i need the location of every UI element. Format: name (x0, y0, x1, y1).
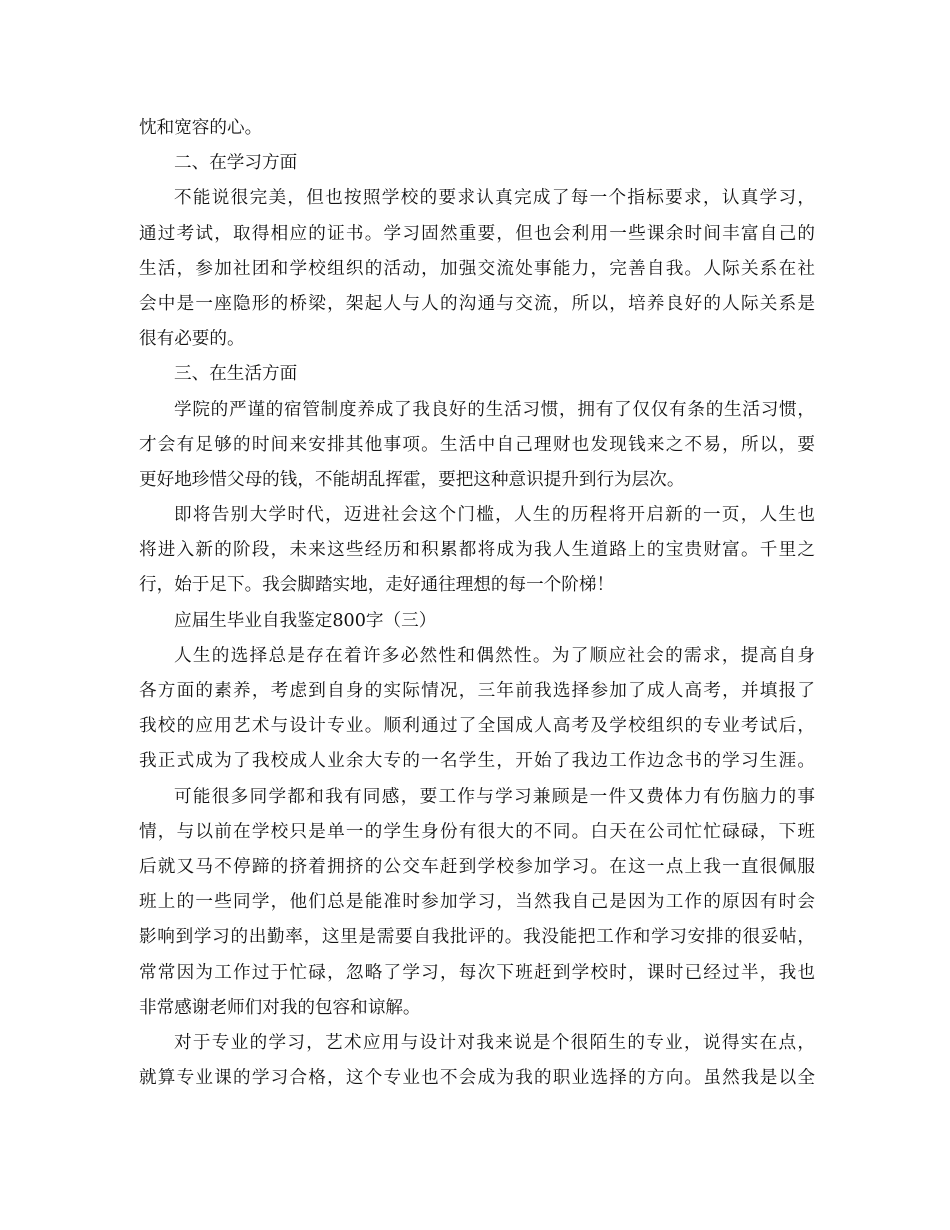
paragraph-line: 才会有足够的时间来安排其他事项。生活中自己理财也发现钱来之不易，所以，要 (139, 434, 815, 455)
paragraph-line: 我正式成为了我校成人业余大专的一名学生，开始了我边工作边念书的学习生涯。 (139, 751, 815, 772)
paragraph-line: 忱和宽容的心。 (139, 118, 263, 138)
paragraph-line: 班上的一些同学，他们总是能准时参加学习，当然我自己是因为工作的原因有时会 (139, 892, 815, 913)
section-heading-life: 三、在生活方面 (174, 364, 298, 385)
section-heading-study: 二、在学习方面 (174, 153, 298, 174)
paragraph-line: 会中是一座隐形的桥梁，架起人与人的沟通与交流，所以，培养良好的人际关系是 (139, 293, 815, 314)
paragraph-line: 人生的选择总是存在着许多必然性和偶然性。为了顺应社会的需求，提高自身 (174, 645, 815, 666)
paragraph-line: 学院的严谨的宿管制度养成了我良好的生活习惯，拥有了仅仅有条的生活习惯， (174, 399, 815, 420)
paragraph-line: 即将告别大学时代，迈进社会这个门槛，人生的历程将开启新的一页，人生也 (174, 505, 815, 526)
paragraph-line: 行，始于足下。我会脚踏实地，走好通往理想的每一个阶梯！ (139, 575, 615, 596)
section-heading-title: 应届生毕业自我鉴定800字（三） (174, 610, 437, 631)
paragraph-line: 对于专业的学习，艺术应用与设计对我来说是个很陌生的专业，说得实在点， (174, 1032, 815, 1053)
paragraph-line: 生活，参加社团和学校组织的活动，加强交流处事能力，完善自我。人际关系在社 (139, 258, 815, 279)
paragraph-line: 常常因为工作过于忙碌，忽略了学习，每次下班赶到学校时，课时已经过半，我也 (139, 962, 815, 983)
paragraph-line: 影响到学习的出勤率，这里是需要自我批评的。我没能把工作和学习安排的很妥帖， (139, 927, 815, 948)
paragraph-line: 可能很多同学都和我有同感，要工作与学习兼顾是一件又费体力有伤脑力的事 (174, 786, 815, 807)
paragraph-line: 我校的应用艺术与设计专业。顺利通过了全国成人高考及学校组织的专业考试后， (139, 716, 815, 737)
document-body (139, 111, 815, 1096)
paragraph-line: 更好地珍惜父母的钱，不能胡乱挥霍，要把这种意识提升到行为层次。 (139, 469, 685, 490)
paragraph-line: 将进入新的阶段，未来这些经历和积累都将成为我人生道路上的宝贵财富。千里之 (139, 540, 815, 561)
paragraph-line: 情，与以前在学校只是单一的学生身份有很大的不同。白天在公司忙忙碌碌，下班 (139, 821, 815, 842)
paragraph-line: 后就又马不停蹄的挤着拥挤的公交车赶到学校参加学习。在这一点上我一直很佩服 (139, 856, 815, 877)
paragraph-line: 各方面的素养，考虑到自身的实际情况，三年前我选择参加了成人高考，并填报了 (139, 681, 815, 701)
paragraph-line: 就算专业课的学习合格，这个专业也不会成为我的职业选择的方向。虽然我是以全 (139, 1068, 815, 1089)
paragraph-line: 不能说很完美，但也按照学校的要求认真完成了每一个指标要求，认真学习， (174, 188, 815, 209)
paragraph-line: 通过考试，取得相应的证书。学习固然重要，但也会利用一些课余时间丰富自己的 (139, 223, 815, 244)
paragraph-line: 非常感谢老师们对我的包容和谅解。 (139, 997, 421, 1018)
paragraph-line: 很有必要的。 (139, 329, 245, 350)
